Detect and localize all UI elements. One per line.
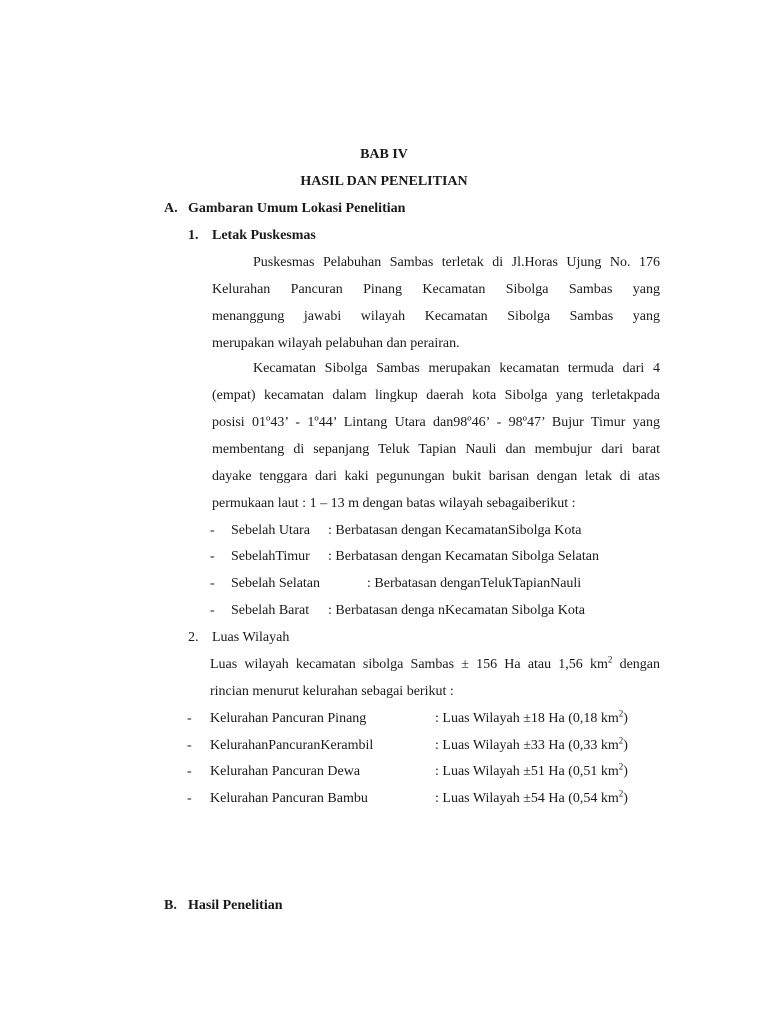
para2-line-1: Kecamatan Sibolga Sambas merupakan kecamatan termuda dari 4 (253, 361, 660, 376)
kelurahan-area: : Luas Wilayah ±18 Ha (0,18 $km^2$) (435, 708, 628, 726)
kelurahan-area: : Luas Wilayah ±33 Ha (0,33 $km^2$) (435, 735, 628, 753)
para1-line-1: Puskesmas Pelabuhan Sambas terletak di Jl.Horas Ujung No. 176 (253, 255, 660, 270)
border-value: : Berbatasan dengan Kecamatan Sibolga Selatan (328, 549, 599, 564)
list-dash: - (187, 738, 192, 753)
subsection-1-title: Letak Puskesmas (212, 228, 316, 243)
subsection-1-number: 1. (188, 228, 199, 243)
border-label: Sebelah Selatan (231, 576, 321, 591)
section-b-letter: B. (164, 898, 177, 913)
list-dash: - (187, 764, 192, 779)
para2-line-5: dayake tenggara dari kaki pegunungan bukit barisan dengan letak di atas (212, 469, 660, 484)
kelurahan-name: Kelurahan Pancuran Pinang (210, 711, 367, 726)
list-dash: - (210, 523, 215, 538)
para2-line-4: membentang di sepanjang Teluk Tapian Nauli dan membujur dari barat (212, 442, 660, 457)
list-dash: - (187, 791, 192, 806)
kelurahan-area: : Luas Wilayah ±51 Ha (0,51 $km^2$) (435, 761, 628, 779)
para2-line-3: posisi 01º43’ - 1º44’ Lintang Utara dan98º46’ - 98º47’ Bujur Timur yang (212, 415, 660, 430)
list-dash: - (210, 603, 215, 618)
list-dash: - (210, 549, 215, 564)
page-top-edge (0, 0, 768, 3)
kelurahan-name: Kelurahan Pancuran Dewa (210, 764, 361, 779)
border-value: : Berbatasan dengan KecamatanSibolga Kota (328, 523, 582, 538)
section-a-letter: A. (164, 201, 178, 216)
para2-line-2: (empat) kecamatan dalam lingkup daerah kota Sibolga yang terletakpada (212, 388, 660, 403)
list-dash: - (187, 711, 192, 726)
border-label: SebelahTimur (231, 549, 310, 564)
list-dash: - (210, 576, 215, 591)
kelurahan-name: Kelurahan Pancuran Bambu (210, 791, 368, 806)
para2-line-6: permukaan laut : 1 – 13 m dengan batas wilayah sebagaiberikut : (212, 496, 576, 511)
area-intro-line-2: rincian menurut kelurahan sebagai berikut : (210, 684, 454, 699)
para1-line-4: merupakan wilayah pelabuhan dan perairan. (212, 336, 460, 351)
border-label: Sebelah Barat (231, 603, 310, 618)
border-value: : Berbatasan denga nKecamatan Sibolga Kota (328, 603, 585, 618)
para1-line-2: Kelurahan Pancuran Pinang Kecamatan Sibolga Sambas yang (212, 282, 660, 297)
kelurahan-name: KelurahanPancuranKerambil (210, 738, 374, 753)
kelurahan-area: : Luas Wilayah ±54 Ha (0,54 $km^2$) (435, 788, 628, 806)
para1-line-3: menanggung jawabi wilayah Kecamatan Sibolga Sambas yang (212, 309, 660, 324)
subsection-2-number: 2. (188, 630, 199, 645)
border-label: Sebelah Utara (231, 523, 310, 538)
border-value: : Berbatasan denganTelukTapianNauli (367, 576, 582, 591)
chapter-heading: BAB IV (360, 147, 408, 162)
subsection-2-title: Luas Wilayah (212, 630, 290, 645)
section-a-title: Gambaran Umum Lokasi Penelitian (188, 201, 406, 216)
area-intro-line-1: Luas wilayah kecamatan sibolga Sambas ± 156 Ha atau 1,56 $km^2$ dengan (210, 654, 660, 672)
section-b-title: Hasil Penelitian (188, 898, 283, 913)
chapter-title: HASIL DAN PENELITIAN (300, 174, 468, 189)
